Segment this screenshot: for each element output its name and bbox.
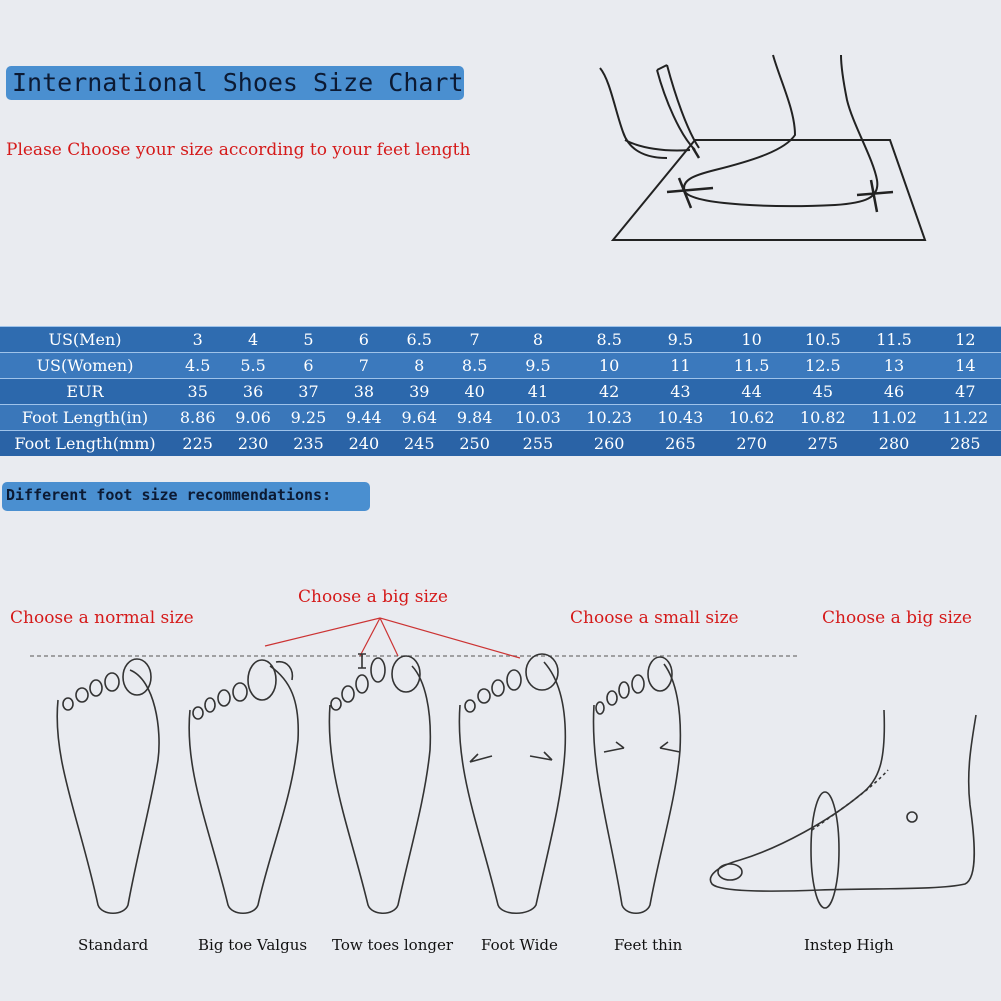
size-cell: 39 xyxy=(392,379,447,405)
caption-two-toes-longer: Tow toes longer xyxy=(332,936,454,954)
size-cell: 12.5 xyxy=(787,353,858,379)
size-cell: 260 xyxy=(574,431,645,457)
size-chart-table xyxy=(0,326,1001,456)
big-toe-valgus-foot xyxy=(189,660,298,913)
size-cell: 9.06 xyxy=(225,405,280,431)
size-row xyxy=(0,431,1001,457)
standard-foot xyxy=(57,659,159,913)
size-cell: 46 xyxy=(858,379,929,405)
size-cell: 4 xyxy=(225,327,280,353)
caption-feet-thin: Feet thin xyxy=(614,936,683,954)
size-row xyxy=(0,353,1001,379)
size-cell: 6 xyxy=(336,327,391,353)
size-cell: 3 xyxy=(170,327,225,353)
recommendations-heading: Different foot size recommendations: xyxy=(6,486,332,504)
size-cell: 36 xyxy=(225,379,280,405)
size-cell: 240 xyxy=(336,431,391,457)
size-row xyxy=(0,405,1001,431)
page-title: International Shoes Size Chart xyxy=(12,68,464,97)
size-cell: 42 xyxy=(574,379,645,405)
size-cell: 8 xyxy=(502,327,573,353)
size-cell: 11.22 xyxy=(930,405,1001,431)
pointer-lines xyxy=(265,618,520,658)
size-cell: 10.23 xyxy=(574,405,645,431)
two-toes-longer-foot xyxy=(329,654,430,913)
size-cell: 9.5 xyxy=(645,327,716,353)
size-cell: 9.5 xyxy=(502,353,573,379)
size-row-label: EUR xyxy=(0,379,170,405)
size-cell: 37 xyxy=(281,379,336,405)
size-cell: 280 xyxy=(858,431,929,457)
size-row-label: US(Men) xyxy=(0,327,170,353)
size-cell: 250 xyxy=(447,431,502,457)
size-cell: 40 xyxy=(447,379,502,405)
size-cell: 10 xyxy=(574,353,645,379)
size-cell: 41 xyxy=(502,379,573,405)
caption-foot-wide: Foot Wide xyxy=(481,936,558,954)
size-cell: 5.5 xyxy=(225,353,280,379)
size-cell: 4.5 xyxy=(170,353,225,379)
small-size-label: Choose a small size xyxy=(570,608,739,628)
big-size-label-right: Choose a big size xyxy=(822,608,972,628)
size-cell: 9.25 xyxy=(281,405,336,431)
size-row-label: Foot Length(mm) xyxy=(0,431,170,457)
size-row-label: US(Women) xyxy=(0,353,170,379)
feet-thin-foot xyxy=(593,657,680,913)
size-cell: 47 xyxy=(930,379,1001,405)
size-cell: 8.5 xyxy=(574,327,645,353)
size-cell: 235 xyxy=(281,431,336,457)
size-cell: 10 xyxy=(716,327,787,353)
big-size-label-top: Choose a big size xyxy=(298,587,448,607)
size-row xyxy=(0,327,1001,353)
size-cell: 6.5 xyxy=(392,327,447,353)
size-cell: 10.43 xyxy=(645,405,716,431)
size-cell: 11.5 xyxy=(716,353,787,379)
caption-instep-high: Instep High xyxy=(804,936,894,954)
size-cell: 10.5 xyxy=(787,327,858,353)
size-cell: 44 xyxy=(716,379,787,405)
size-cell: 245 xyxy=(392,431,447,457)
size-cell: 7 xyxy=(447,327,502,353)
size-cell: 35 xyxy=(170,379,225,405)
size-cell: 38 xyxy=(336,379,391,405)
size-cell: 265 xyxy=(645,431,716,457)
size-cell: 275 xyxy=(787,431,858,457)
size-cell: 14 xyxy=(930,353,1001,379)
size-cell: 9.84 xyxy=(447,405,502,431)
caption-standard: Standard xyxy=(78,936,149,954)
size-cell: 8.5 xyxy=(447,353,502,379)
size-cell: 11.02 xyxy=(858,405,929,431)
size-cell: 45 xyxy=(787,379,858,405)
size-cell: 12 xyxy=(930,327,1001,353)
size-cell: 11 xyxy=(645,353,716,379)
size-cell: 5 xyxy=(281,327,336,353)
foot-wide-foot xyxy=(459,654,565,913)
size-cell: 11.5 xyxy=(858,327,929,353)
size-cell: 8.86 xyxy=(170,405,225,431)
size-row xyxy=(0,379,1001,405)
normal-size-label: Choose a normal size xyxy=(10,608,194,628)
size-cell: 230 xyxy=(225,431,280,457)
size-cell: 43 xyxy=(645,379,716,405)
caption-big-toe-valgus: Big toe Valgus xyxy=(198,936,308,954)
foot-measuring-illustration xyxy=(595,40,935,250)
size-cell: 285 xyxy=(930,431,1001,457)
size-cell: 255 xyxy=(502,431,573,457)
size-cell: 13 xyxy=(858,353,929,379)
size-cell: 9.44 xyxy=(336,405,391,431)
size-cell: 10.82 xyxy=(787,405,858,431)
size-cell: 7 xyxy=(336,353,391,379)
page-subtitle: Please Choose your size according to your feet length xyxy=(6,140,471,160)
size-cell: 270 xyxy=(716,431,787,457)
size-cell: 10.62 xyxy=(716,405,787,431)
size-cell: 225 xyxy=(170,431,225,457)
foot-types-illustration xyxy=(0,580,1001,930)
size-cell: 10.03 xyxy=(502,405,573,431)
size-cell: 8 xyxy=(392,353,447,379)
size-cell: 9.64 xyxy=(392,405,447,431)
instep-high-foot xyxy=(710,710,976,908)
size-row-label: Foot Length(in) xyxy=(0,405,170,431)
size-cell: 6 xyxy=(281,353,336,379)
